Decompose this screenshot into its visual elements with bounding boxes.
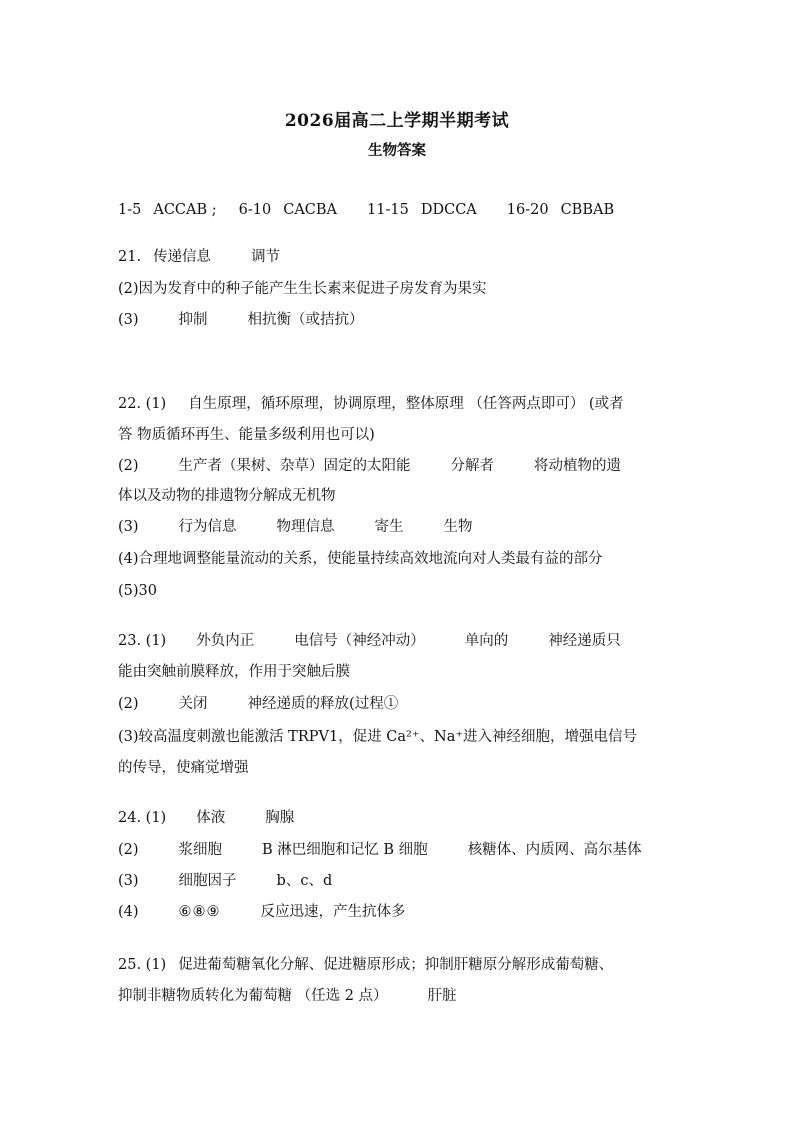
mc-answer-4: CBBAB	[560, 202, 615, 218]
q25-part1-a: 促进葡萄糖氧化分解、促进糖原形成；抑制肝糖原分解形成葡萄糖、	[178, 957, 614, 973]
q24-number: 24. (1)	[118, 810, 167, 826]
page-title: 2026届高二上学期半期考试	[284, 111, 510, 131]
q21-line-1	[118, 247, 684, 267]
page-subtitle: 生物答案	[368, 142, 426, 159]
q22-line-6: (4)合理地调整能量流动的关系，使能量持续高效地流向对人类最有益的部分	[118, 551, 603, 567]
q25-line-1	[118, 955, 684, 975]
q21-line-3	[118, 310, 684, 330]
q24-line-4	[118, 902, 684, 922]
q21-answer-b: 调节	[251, 249, 281, 265]
q23-part2-b: 神经递质的释放(过程①	[247, 696, 399, 712]
q23-line-2: 能由突触前膜释放，作用于突触后膜	[118, 664, 350, 680]
mc-answer-3: DDCCA	[420, 202, 477, 218]
q24-part1-b: 胸腺	[265, 810, 295, 826]
q24-line-1	[118, 808, 684, 828]
q25-line-2	[118, 986, 684, 1006]
q21-number: 21.	[118, 249, 142, 265]
mc-answer-1: ACCAB ;	[153, 202, 217, 218]
q24-part2-c: 核糖体、内质网、高尔基体	[467, 842, 642, 858]
q23-number: 23. (1)	[118, 633, 167, 649]
q22-line-4: 体以及动物的排遗物分解成无机物	[118, 488, 336, 504]
q22-part1-answer: 自生原理，循环原理，协调原理，整体原理 （任答两点即可） (或者	[188, 396, 624, 412]
q24-part3-b: b、c、d	[276, 873, 333, 889]
q23-part1-c: 单向的	[464, 633, 509, 649]
q24-part1-a: 体液	[196, 810, 226, 826]
q21-line-2: (2)因为发育中的种子能产生生长素来促进子房发育为果实	[118, 281, 487, 297]
q22-part2-c: 将动植物的遗	[534, 458, 622, 474]
q24-part3-number: (3)	[118, 873, 139, 889]
mc-answers-line	[118, 200, 684, 220]
q24-part2-b: B 淋巴细胞和记忆 B 细胞	[262, 842, 428, 858]
q21-part3-number: (3)	[118, 312, 139, 328]
q23-part1-a: 外负内正	[196, 633, 255, 649]
q22-number: 22. (1)	[118, 396, 167, 412]
q24-line-3	[118, 871, 684, 891]
mc-range-1: 1-5	[118, 202, 142, 218]
q21-part3-b: 相抗衡（或拮抗）	[247, 312, 364, 328]
mc-answer-2: CACBA	[283, 202, 338, 218]
q22-line-7: (5)30	[118, 583, 157, 599]
q22-part2-number: (2)	[118, 458, 139, 474]
q25-number: 25. (1)	[118, 957, 167, 973]
q22-part3-number: (3)	[118, 519, 139, 535]
q25-part1-b: 抑制非糖物质转化为葡萄糖 （任选 2 点）	[118, 988, 388, 1004]
q22-line-2: 答 物质循环再生、能量多级利用也可以)	[118, 427, 375, 443]
q23-part2-number: (2)	[118, 696, 139, 712]
q24-part2-a: 浆细胞	[178, 842, 223, 858]
q23-line-1	[118, 631, 684, 651]
q23-part1-d: 神经递质只	[548, 633, 621, 649]
q21-answer-a: 传递信息	[153, 249, 212, 265]
q23-line-4: (3)较高温度刺激也能激活 TRPV1，促进 Ca²⁺、Na⁺进入神经细胞，增强电信号	[118, 729, 637, 745]
q22-part2-b: 分解者	[450, 458, 495, 474]
q25-part1-c: 肝脏	[427, 988, 457, 1004]
q22-line-5	[118, 517, 684, 537]
q22-line-1	[118, 394, 684, 414]
mc-range-4: 16-20	[506, 202, 549, 218]
q23-part2-a: 关闭	[178, 696, 208, 712]
q22-part3-b: 物理信息	[276, 519, 335, 535]
q24-line-2	[118, 840, 684, 860]
q24-part4-number: (4)	[118, 904, 139, 920]
mc-range-2: 6-10	[238, 202, 272, 218]
q22-part2-a: 生产者（果树、杂草）固定的太阳能	[178, 458, 411, 474]
q23-line-5: 的传导，使痛觉增强	[118, 760, 249, 776]
q21-part3-a: 抑制	[178, 312, 208, 328]
q24-part2-number: (2)	[118, 842, 139, 858]
q22-part3-a: 行为信息	[178, 519, 237, 535]
q23-part1-b: 电信号（神经冲动）	[294, 633, 425, 649]
q23-line-3	[118, 694, 684, 714]
mc-range-3: 11-15	[367, 202, 409, 218]
q24-part3-a: 细胞因子	[178, 873, 237, 889]
q24-part4-a: ⑥⑧⑨	[178, 904, 221, 920]
q22-part3-c: 寄生	[374, 519, 404, 535]
q22-line-3	[118, 456, 684, 476]
q24-part4-b: 反应迅速，产生抗体多	[260, 904, 406, 920]
q22-part3-d: 生物	[443, 519, 473, 535]
